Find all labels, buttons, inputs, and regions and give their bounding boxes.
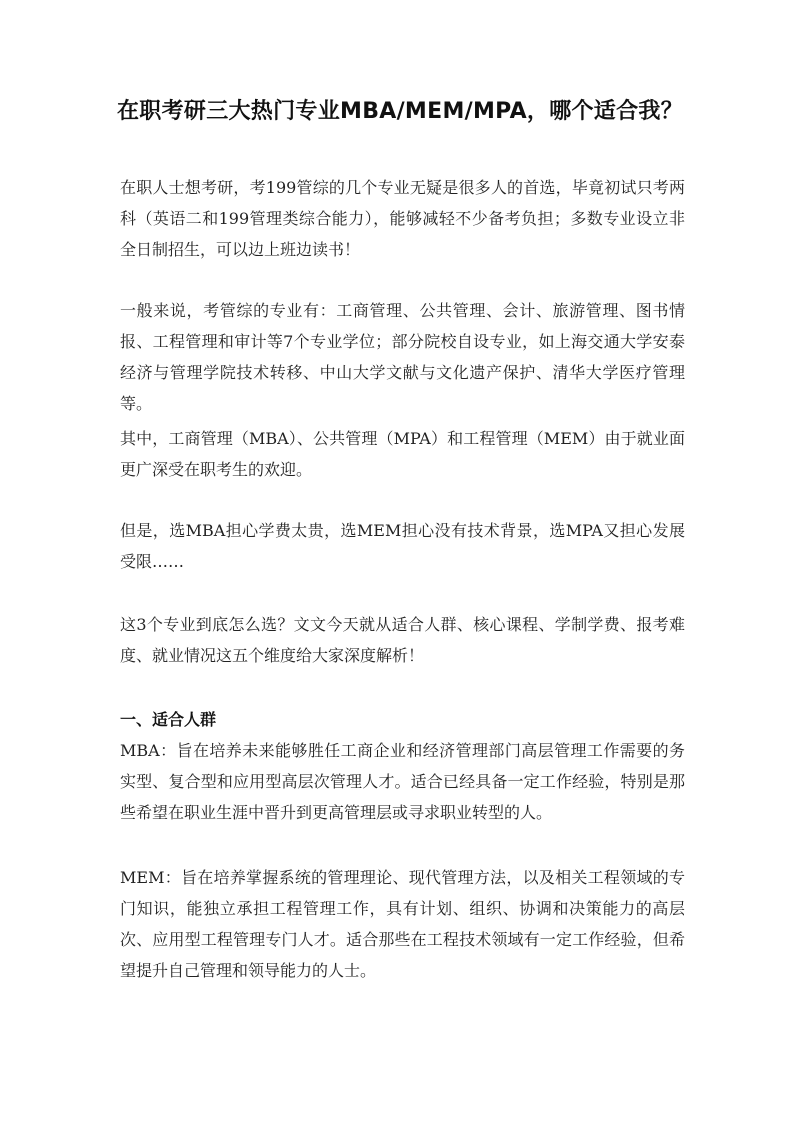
document-title: 在职考研三大热门专业MBA/MEM/MPA，哪个适合我？	[117, 99, 683, 124]
section-heading: 一、适合人群	[120, 710, 217, 729]
mem-paragraph: MEM：旨在培养掌握系统的管理理论、现代管理方法，以及相关工程领域的专门知识，能独立承担工程管理工作，具有计划、组织、协调和决策能力的高层次、应用型工程管理专门人才。适合那些在工程技术领域有一定工作经验，但希望提升自己管理和领导能力的人士。	[120, 868, 685, 980]
majors-overview-paragraph: 一般来说，考管综的专业有：工商管理、公共管理、会计、旅游管理、图书情报、工程管理和审计等7个专业学位；部分院校自设专业，如上海交通大学安泰经济与管理学院技术转移、中山大学文献与文化遗产保护、清华大学医疗管理等。	[120, 301, 685, 413]
concerns-paragraph: 但是，选MBA担心学费太贵，选MEM担心没有技术背景，选MPA又担心发展受限……	[120, 521, 685, 571]
dimensions-paragraph: 这3个专业到底怎么选？文文今天就从适合人群、核心课程、学制学费、报考难度、就业情况这五个维度给大家深度解析！	[120, 615, 685, 665]
intro-paragraph: 在职人士想考研，考199管综的几个专业无疑是很多人的首选，毕竟初试只考两科（英语二和199管理类综合能力），能够减轻不少备考负担；多数专业设立非全日制招生，可以边上班边读书！	[120, 178, 685, 259]
popular-majors-paragraph: 其中，工商管理（MBA）、公共管理（MPA）和工程管理（MEM）由于就业面更广深受在职考生的欢迎。	[120, 429, 685, 479]
mba-paragraph: MBA：旨在培养未来能够胜任工商企业和经济管理部门高层管理工作需要的务实型、复合型和应用型高层次管理人才。适合已经具备一定工作经验，特别是那些希望在职业生涯中晋升到更高管理层或寻求职业转型的人。	[120, 741, 685, 822]
